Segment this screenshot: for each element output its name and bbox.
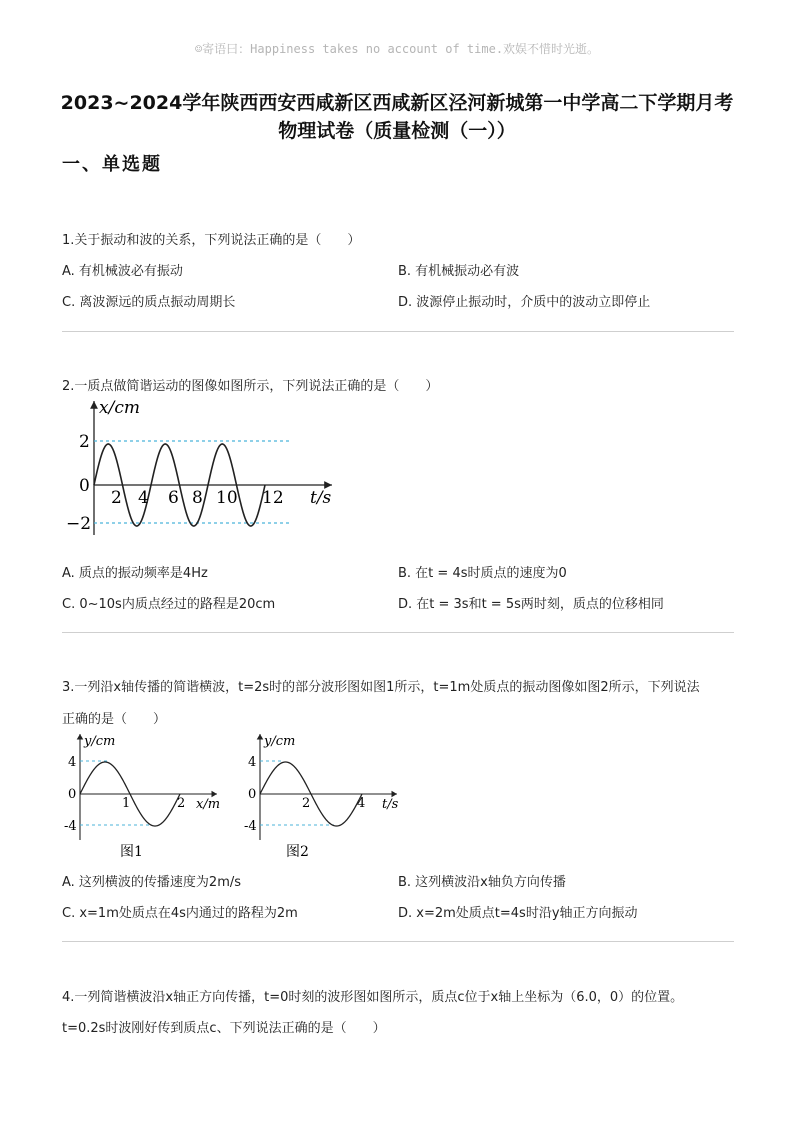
- q3-option-b[interactable]: B. 这列横波沿x轴负方向传播: [398, 875, 566, 890]
- x-tick-4: 4: [138, 488, 149, 508]
- q1-option-c[interactable]: C. 离波源远的质点振动周期长: [62, 295, 236, 310]
- x-tick-2: 2: [302, 796, 311, 811]
- y-tick-0: 0: [68, 787, 77, 802]
- q3-option-d[interactable]: D. x=2m处质点t=4s时沿y轴正方向振动: [398, 906, 638, 921]
- q3-figure2-vibration-graph: [242, 728, 412, 868]
- y-tick-neg4: -4: [64, 819, 77, 834]
- figure-caption: 图1: [120, 844, 143, 860]
- q1-option-d[interactable]: D. 波源停止振动时，介质中的波动立即停止: [398, 295, 651, 310]
- q2-option-a[interactable]: A. 质点的振动频率是4Hz: [62, 566, 208, 581]
- question-2-stem: 2.一质点做简谐运动的图像如图所示，下列说法正确的是（ ）: [62, 379, 439, 394]
- divider: [62, 331, 734, 332]
- y-tick-0: 0: [248, 787, 257, 802]
- section-heading: 一、单选题: [62, 154, 162, 175]
- q2-option-b[interactable]: B. 在t = 4s时质点的速度为0: [398, 566, 567, 581]
- q2-option-c[interactable]: C. 0~10s内质点经过的路程是20cm: [62, 597, 276, 612]
- x-tick-2: 2: [177, 796, 186, 811]
- x-axis-label: t/s: [382, 797, 399, 812]
- x-tick-2: 2: [111, 488, 122, 508]
- y-tick-neg2: −2: [66, 514, 92, 534]
- x-tick-1: 1: [122, 796, 131, 811]
- y-axis-label: y/cm: [264, 734, 296, 749]
- x-axis-label: x/m: [196, 797, 221, 812]
- q1-option-b[interactable]: B. 有机械振动必有波: [398, 264, 520, 279]
- y-axis-label: x/cm: [99, 398, 140, 418]
- q2-displacement-time-graph: [62, 395, 352, 545]
- motto-header: ☺寄语曰：Happiness takes no account of time.欢娱不惜时光逝。: [194, 42, 600, 56]
- divider: [62, 941, 734, 942]
- x-tick-6: 6: [168, 488, 179, 508]
- q2-option-d[interactable]: D. 在t = 3s和t = 5s两时刻，质点的位移相同: [398, 597, 664, 612]
- y-tick-0: 0: [79, 476, 90, 496]
- q3-figure1-wave-graph: [62, 728, 232, 868]
- y-tick-neg4: -4: [244, 819, 257, 834]
- x-tick-12: 12: [262, 488, 284, 508]
- q3-option-a[interactable]: A. 这列横波的传播速度为2m/s: [62, 875, 242, 890]
- page-title-line2: 物理试卷（质量检测（一））: [278, 120, 516, 142]
- x-tick-10: 10: [216, 488, 238, 508]
- question-1-stem: 1.关于振动和波的关系，下列说法正确的是（ ）: [62, 233, 361, 248]
- x-tick-8: 8: [192, 488, 203, 508]
- figure-caption: 图2: [286, 844, 309, 860]
- y-tick-4: 4: [68, 755, 77, 770]
- x-tick-4: 4: [357, 796, 366, 811]
- q1-option-a[interactable]: A. 有机械波必有振动: [62, 264, 183, 279]
- y-axis-label: y/cm: [84, 734, 116, 749]
- y-tick-4: 4: [248, 755, 257, 770]
- question-3-stem-line1: 3.一列沿x轴传播的简谐横波，t=2s时的部分波形图如图1所示，t=1m处质点的振动图像如图2所示，下列说法: [62, 680, 700, 695]
- page-title-line1: 2023~2024学年陕西西安西咸新区西咸新区泾河新城第一中学高二下学期月考: [60, 92, 734, 114]
- q3-option-c[interactable]: C. x=1m处质点在4s内通过的路程为2m: [62, 906, 298, 921]
- divider: [62, 632, 734, 633]
- question-4-stem-line1: 4.一列简谐横波沿x轴正方向传播，t=0时刻的波形图如图所示，质点c位于x轴上坐标为（6.0，0）的位置。: [62, 990, 684, 1005]
- x-axis-label: t/s: [310, 488, 332, 508]
- question-3-stem-line2: 正确的是（ ）: [62, 712, 167, 727]
- question-4-stem-line2: t=0.2s时波刚好传到质点c、下列说法正确的是（ ）: [62, 1021, 386, 1036]
- y-tick-2: 2: [79, 432, 90, 452]
